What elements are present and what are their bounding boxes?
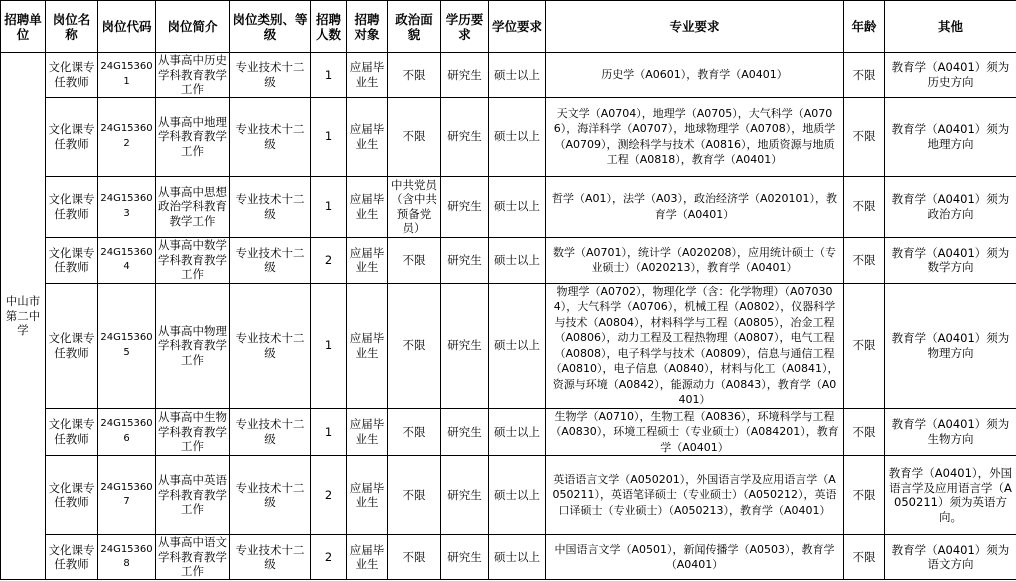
header-post-type: 岗位类别、等级 bbox=[230, 1, 311, 53]
header-row bbox=[1, 1, 1016, 53]
post-code-cell: 24G153604 bbox=[98, 237, 156, 283]
post-type-cell: 专业技术十二级 bbox=[230, 408, 311, 456]
major-cell: 历史学（A0601），教育学（A0401） bbox=[546, 53, 844, 98]
header-major: 专业要求 bbox=[546, 1, 844, 53]
education-cell: 研究生 bbox=[441, 176, 489, 237]
count-cell: 1 bbox=[311, 408, 347, 456]
major-cell: 中国语言文学（A0501），新闻传播学（A0503），教育学（A0401） bbox=[546, 535, 844, 580]
education-cell: 研究生 bbox=[441, 237, 489, 283]
post-name-cell: 文化课专任教师 bbox=[46, 456, 98, 535]
post-code-cell: 24G153607 bbox=[98, 456, 156, 535]
header-political: 政治面貌 bbox=[388, 1, 441, 53]
post-code-cell: 24G153606 bbox=[98, 408, 156, 456]
post-name-cell: 文化课专任教师 bbox=[46, 237, 98, 283]
header-unit: 招聘单位 bbox=[1, 1, 46, 53]
post-type-cell: 专业技术十二级 bbox=[230, 456, 311, 535]
degree-cell: 硕士以上 bbox=[489, 535, 546, 580]
other-cell: 教育学（A0401）须为物理方向 bbox=[885, 283, 1016, 408]
unit-name-cell: 中山市第二中学 bbox=[1, 53, 46, 580]
degree-cell: 硕士以上 bbox=[489, 237, 546, 283]
target-cell: 应届毕业生 bbox=[347, 237, 388, 283]
target-cell: 应届毕业生 bbox=[347, 176, 388, 237]
table-row bbox=[1, 408, 1016, 456]
table-row bbox=[1, 53, 1016, 98]
post-name-cell: 文化课专任教师 bbox=[46, 53, 98, 98]
age-cell: 不限 bbox=[844, 408, 885, 456]
other-cell: 教育学（A0401）须为地理方向 bbox=[885, 97, 1016, 176]
age-cell: 不限 bbox=[844, 53, 885, 98]
post-intro-cell: 从事高中思想政治学科教育教学工作 bbox=[156, 176, 230, 237]
age-cell: 不限 bbox=[844, 456, 885, 535]
count-cell: 1 bbox=[311, 176, 347, 237]
degree-cell: 硕士以上 bbox=[489, 408, 546, 456]
header-post-intro: 岗位简介 bbox=[156, 1, 230, 53]
post-intro-cell: 从事高中生物学科教育教学工作 bbox=[156, 408, 230, 456]
major-cell: 物理学（A0702），物理化学（含：化学物理）（A070304），大气科学（A0706），机械工程（A0802），仪器科学与技术（A0804），材料科学与工程（A0805），冶金工程（A0806），动力工程及工程热物理（A0807），电气工程（A0808），电子科学与技术（A0809），信息与通信工程（A0810），电子信息（A0840），材料与化工（A0841），资源与环境（A0842），能源动力（A0843），教育学（A0401） bbox=[546, 283, 844, 408]
post-intro-cell: 从事高中数学学科教育教学工作 bbox=[156, 237, 230, 283]
major-cell: 天文学（A0704），地理学（A0705），大气科学（A0706），海洋科学（A0707），地球物理学（A0708），地质学（A0709），测绘科学与技术（A0816），地质资源与地质工程（A0818），教育学（A0401） bbox=[546, 97, 844, 176]
count-cell: 1 bbox=[311, 283, 347, 408]
post-name-cell: 文化课专任教师 bbox=[46, 176, 98, 237]
political-cell: 中共党员（含中共预备党员） bbox=[388, 176, 441, 237]
political-cell: 不限 bbox=[388, 97, 441, 176]
header-count: 招聘人数 bbox=[311, 1, 347, 53]
education-cell: 研究生 bbox=[441, 408, 489, 456]
degree-cell: 硕士以上 bbox=[489, 53, 546, 98]
post-intro-cell: 从事高中语文学科教育教学工作 bbox=[156, 535, 230, 580]
count-cell: 1 bbox=[311, 53, 347, 98]
post-intro-cell: 从事高中英语学科教育教学工作 bbox=[156, 456, 230, 535]
major-cell: 生物学（A0710），生物工程（A0836），环境科学与工程（A0830），环境工程硕士（专业硕士）（A084201），教育学（A0401） bbox=[546, 408, 844, 456]
header-post-name: 岗位名称 bbox=[46, 1, 98, 53]
degree-cell: 硕士以上 bbox=[489, 283, 546, 408]
header-post-code: 岗位代码 bbox=[98, 1, 156, 53]
header-target: 招聘对象 bbox=[347, 1, 388, 53]
post-intro-cell: 从事高中物理学科教育教学工作 bbox=[156, 283, 230, 408]
post-code-cell: 24G153601 bbox=[98, 53, 156, 98]
post-name-cell: 文化课专任教师 bbox=[46, 408, 98, 456]
post-code-cell: 24G153608 bbox=[98, 535, 156, 580]
count-cell: 2 bbox=[311, 456, 347, 535]
education-cell: 研究生 bbox=[441, 535, 489, 580]
education-cell: 研究生 bbox=[441, 97, 489, 176]
table-row bbox=[1, 237, 1016, 283]
post-code-cell: 24G153603 bbox=[98, 176, 156, 237]
post-type-cell: 专业技术十二级 bbox=[230, 237, 311, 283]
age-cell: 不限 bbox=[844, 283, 885, 408]
other-cell: 教育学（A0401）须为语文方向 bbox=[885, 535, 1016, 580]
post-type-cell: 专业技术十二级 bbox=[230, 53, 311, 98]
post-code-cell: 24G153602 bbox=[98, 97, 156, 176]
degree-cell: 硕士以上 bbox=[489, 176, 546, 237]
political-cell: 不限 bbox=[388, 408, 441, 456]
post-code-cell: 24G153605 bbox=[98, 283, 156, 408]
political-cell: 不限 bbox=[388, 456, 441, 535]
post-type-cell: 专业技术十二级 bbox=[230, 283, 311, 408]
education-cell: 研究生 bbox=[441, 53, 489, 98]
header-degree: 学位要求 bbox=[489, 1, 546, 53]
count-cell: 1 bbox=[311, 97, 347, 176]
education-cell: 研究生 bbox=[441, 283, 489, 408]
target-cell: 应届毕业生 bbox=[347, 456, 388, 535]
target-cell: 应届毕业生 bbox=[347, 53, 388, 98]
other-cell: 教育学（A0401）须为历史方向 bbox=[885, 53, 1016, 98]
post-type-cell: 专业技术十二级 bbox=[230, 176, 311, 237]
age-cell: 不限 bbox=[844, 97, 885, 176]
other-cell: 教育学（A0401）须为生物方向 bbox=[885, 408, 1016, 456]
political-cell: 不限 bbox=[388, 535, 441, 580]
political-cell: 不限 bbox=[388, 237, 441, 283]
major-cell: 数学（A0701），统计学（A020208），应用统计硕士（专业硕士）（A020213），教育学（A0401） bbox=[546, 237, 844, 283]
table-row bbox=[1, 456, 1016, 535]
target-cell: 应届毕业生 bbox=[347, 283, 388, 408]
header-other: 其他 bbox=[885, 1, 1016, 53]
other-cell: 教育学（A0401），外国语言学及应用语言学（A050211）须为英语方向。 bbox=[885, 456, 1016, 535]
political-cell: 不限 bbox=[388, 53, 441, 98]
post-type-cell: 专业技术十二级 bbox=[230, 535, 311, 580]
count-cell: 2 bbox=[311, 237, 347, 283]
target-cell: 应届毕业生 bbox=[347, 408, 388, 456]
header-age: 年龄 bbox=[844, 1, 885, 53]
major-cell: 英语语言文学（A050201），外国语言学及应用语言学（A050211），英语笔译硕士（专业硕士）（A050212），英语口译硕士（专业硕士）（A050213），教育学（A0401） bbox=[546, 456, 844, 535]
table-row bbox=[1, 97, 1016, 176]
education-cell: 研究生 bbox=[441, 456, 489, 535]
count-cell: 2 bbox=[311, 535, 347, 580]
table-row bbox=[1, 176, 1016, 237]
political-cell: 不限 bbox=[388, 283, 441, 408]
age-cell: 不限 bbox=[844, 176, 885, 237]
major-cell: 哲学（A01），法学（A03），政治经济学（A020101），教育学（A0401） bbox=[546, 176, 844, 237]
table-row bbox=[1, 535, 1016, 580]
target-cell: 应届毕业生 bbox=[347, 535, 388, 580]
post-type-cell: 专业技术十二级 bbox=[230, 97, 311, 176]
age-cell: 不限 bbox=[844, 237, 885, 283]
post-name-cell: 文化课专任教师 bbox=[46, 283, 98, 408]
degree-cell: 硕士以上 bbox=[489, 456, 546, 535]
other-cell: 教育学（A0401）须为数学方向 bbox=[885, 237, 1016, 283]
post-intro-cell: 从事高中地理学科教育教学工作 bbox=[156, 97, 230, 176]
post-name-cell: 文化课专任教师 bbox=[46, 97, 98, 176]
post-intro-cell: 从事高中历史学科教育教学工作 bbox=[156, 53, 230, 98]
table-row bbox=[1, 283, 1016, 408]
other-cell: 教育学（A0401）须为政治方向 bbox=[885, 176, 1016, 237]
post-name-cell: 文化课专任教师 bbox=[46, 535, 98, 580]
degree-cell: 硕士以上 bbox=[489, 97, 546, 176]
header-education: 学历要求 bbox=[441, 1, 489, 53]
age-cell: 不限 bbox=[844, 535, 885, 580]
target-cell: 应届毕业生 bbox=[347, 97, 388, 176]
